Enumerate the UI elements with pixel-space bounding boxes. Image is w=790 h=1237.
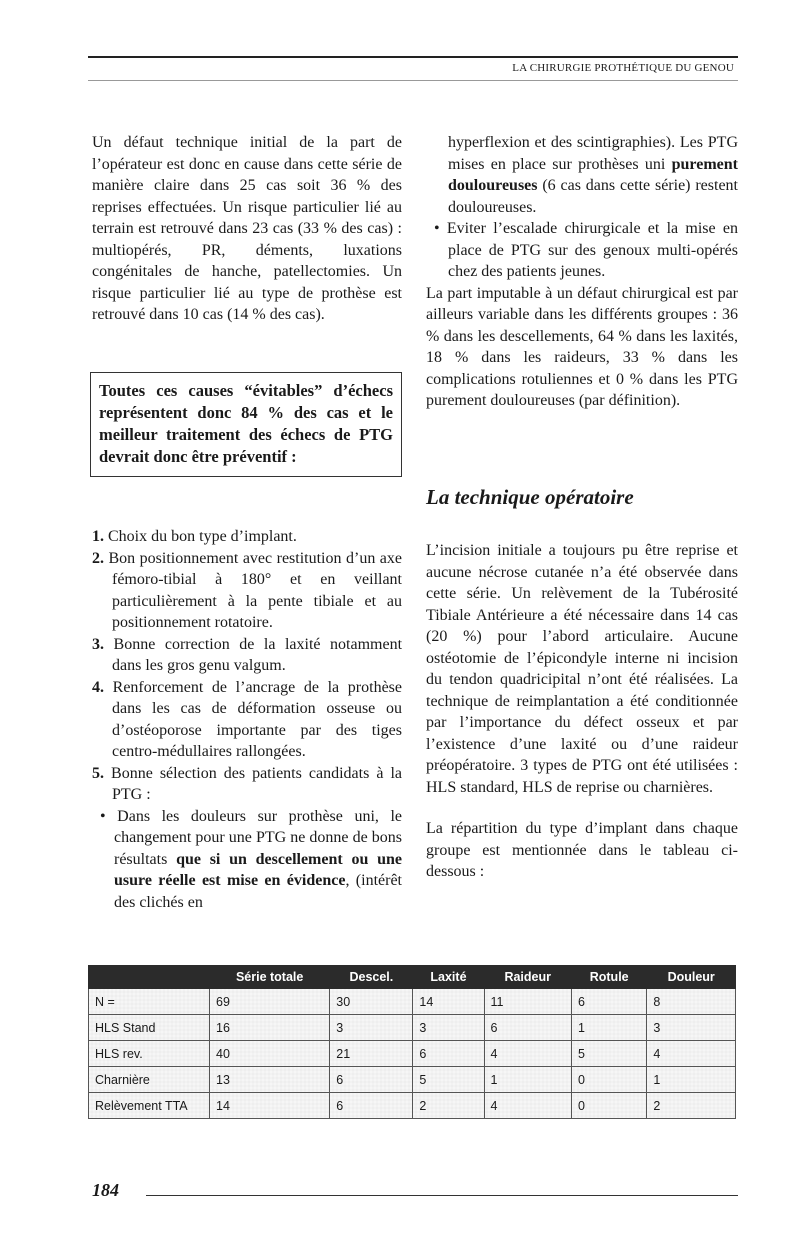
table-cell: 4 — [484, 1093, 571, 1119]
table-cell: 6 — [330, 1093, 413, 1119]
table-cell: 3 — [413, 1015, 484, 1041]
list-item: 1. Choix du bon type d’implant. — [92, 528, 297, 545]
table-cell: 4 — [484, 1041, 571, 1067]
table-cell: 0 — [571, 1093, 646, 1119]
list-item: 4. Renforcement de l’ancrage de la prothèse dans les cas de déformation osseuse ou d’ostéoporose importante par des tiges centro-médullaires rallongées. — [92, 678, 402, 760]
table-cell: 1 — [484, 1067, 571, 1093]
table-row — [89, 1067, 736, 1093]
table-cell: N = — [89, 989, 210, 1015]
table-cell: 11 — [484, 989, 571, 1015]
table-header: Série totale — [210, 966, 330, 989]
paragraph-part-imputable: La part imputable à un défaut chirurgical est par ailleurs variable dans les différents groupes : 36 % dans les descellements, 64 % dans les laxités, 18 % dans les raideurs, 33 % dans les complications rotuliennes et 0 % dans les PTG purement douloureuses (par définition). — [426, 284, 738, 409]
table-cell: 2 — [647, 1093, 736, 1119]
table-cell: 1 — [571, 1015, 646, 1041]
left-intro-paragraph — [92, 132, 402, 326]
highlight-box: Toutes ces causes “évitables” d’échecs représentent donc 84 % des cas et le meilleur traitement des échecs de PTG devrait donc être préventif : — [90, 372, 402, 477]
bullet-item-uni: • Dans les douleurs sur prothèse uni, le changement pour une PTG ne donne de bons résultats que si un descellement ou une usure réelle est mise en évidence, (intérêt des clichés en — [100, 807, 402, 911]
table-cell: 40 — [210, 1041, 330, 1067]
right-technique-section — [426, 540, 738, 883]
table-cell: 6 — [330, 1067, 413, 1093]
bullet-continuation: hyperflexion et des scintigraphies). Les PTG mises en place sur prothèses uni purement douloureuses (6 cas dans cette série) restent douloureuses. — [448, 134, 738, 216]
table-cell: 13 — [210, 1067, 330, 1093]
table-cell: 6 — [484, 1015, 571, 1041]
page-number: 184 — [92, 1180, 119, 1200]
table-header — [89, 966, 210, 989]
bullet-item-escalade: • Eviter l’escalade chirurgicale et la mise en place de PTG sur des genoux multi-opérés chez des patients jeunes. — [434, 220, 738, 280]
table-cell: 0 — [571, 1067, 646, 1093]
table-cell: 3 — [647, 1015, 736, 1041]
table-cell: 1 — [647, 1067, 736, 1093]
table-cell: 5 — [413, 1067, 484, 1093]
running-title: LA CHIRURGIE PROTHÉTIQUE DU GENOU — [512, 62, 734, 74]
table-cell: 5 — [571, 1041, 646, 1067]
header-subrule — [88, 80, 738, 81]
table-cell: 21 — [330, 1041, 413, 1067]
table-cell: 2 — [413, 1093, 484, 1119]
table-cell: Relèvement TTA — [89, 1093, 210, 1119]
table-header-row — [89, 966, 736, 989]
table-cell: 3 — [330, 1015, 413, 1041]
table-header: Raideur — [484, 966, 571, 989]
list-item: 3. Bonne correction de la laxité notamment dans les gros genu valgum. — [92, 635, 403, 674]
table-cell: Charnière — [89, 1067, 210, 1093]
table-cell: 8 — [647, 989, 736, 1015]
table-cell: 14 — [413, 989, 484, 1015]
table-cell: HLS rev. — [89, 1041, 210, 1067]
right-top-section — [426, 132, 738, 412]
table-header: Laxité — [413, 966, 484, 989]
paragraph-incision: L’incision initiale a toujours pu être reprise et aucune nécrose cutanée n’a été observée dans cette série. Un relèvement de la Tubérosité Tibiale Antérieure a été nécessaire dans 14 cas (20 %) pour l’abord articulaire. Aucune ostéotomie de l’épicondyle interne ni incision du tendon quadricipital n’ont été réalisées. La technique de reimplantation a été conditionnée par l’importance du défect osseux et par l’existence d’une laxité ou d’une raideur préopératoire. 3 types de PTG ont été utilisées : HLS standard, HLS de reprise ou charnières. — [426, 542, 738, 796]
table-cell: 30 — [330, 989, 413, 1015]
table-cell: 14 — [210, 1093, 330, 1119]
table-row — [89, 1041, 736, 1067]
paragraph-repartition: La répartition du type d’implant dans chaque groupe est mentionnée dans le tableau ci-dessous : — [426, 820, 738, 880]
table-cell: 6 — [571, 989, 646, 1015]
implant-table — [88, 965, 736, 1119]
table-header: Douleur — [647, 966, 736, 989]
table-row — [89, 989, 736, 1015]
table-cell: 69 — [210, 989, 330, 1015]
table-cell: 4 — [647, 1041, 736, 1067]
prevention-list — [92, 526, 402, 806]
section-heading: La technique opératoire — [426, 485, 634, 509]
table-header: Descel. — [330, 966, 413, 989]
list-item: 5. Bonne sélection des patients candidats à la PTG : — [92, 764, 402, 803]
table-row — [89, 1015, 736, 1041]
table-row — [89, 1093, 736, 1119]
table-cell: HLS Stand — [89, 1015, 210, 1041]
table-cell: 6 — [413, 1041, 484, 1067]
paragraph-defaut-technique: Un défaut technique initial de la part de l’opérateur est donc en cause dans cette série de manière claire dans 25 cas soit 36 % des reprises effectuées. Un risque particulier lié au terrain est retrouvé dans 23 cas (33 % des cas) : multiopérés, PR, déments, luxations congénitales de hanche, patellectomies. Un risque particulier lié au type de prothèse est retrouvé dans 10 cas (14 % des cas). — [92, 134, 402, 323]
table-header: Rotule — [571, 966, 646, 989]
header-rule — [88, 56, 738, 58]
footer-rule — [146, 1195, 738, 1196]
table-cell: 16 — [210, 1015, 330, 1041]
left-list-section — [92, 526, 402, 913]
list-item: 2. Bon positionnement avec restitution d’un axe fémoro-tibial à 180° et en veillant particulièrement à la pente tibiale et au positionnement rotatoire. — [92, 549, 403, 631]
